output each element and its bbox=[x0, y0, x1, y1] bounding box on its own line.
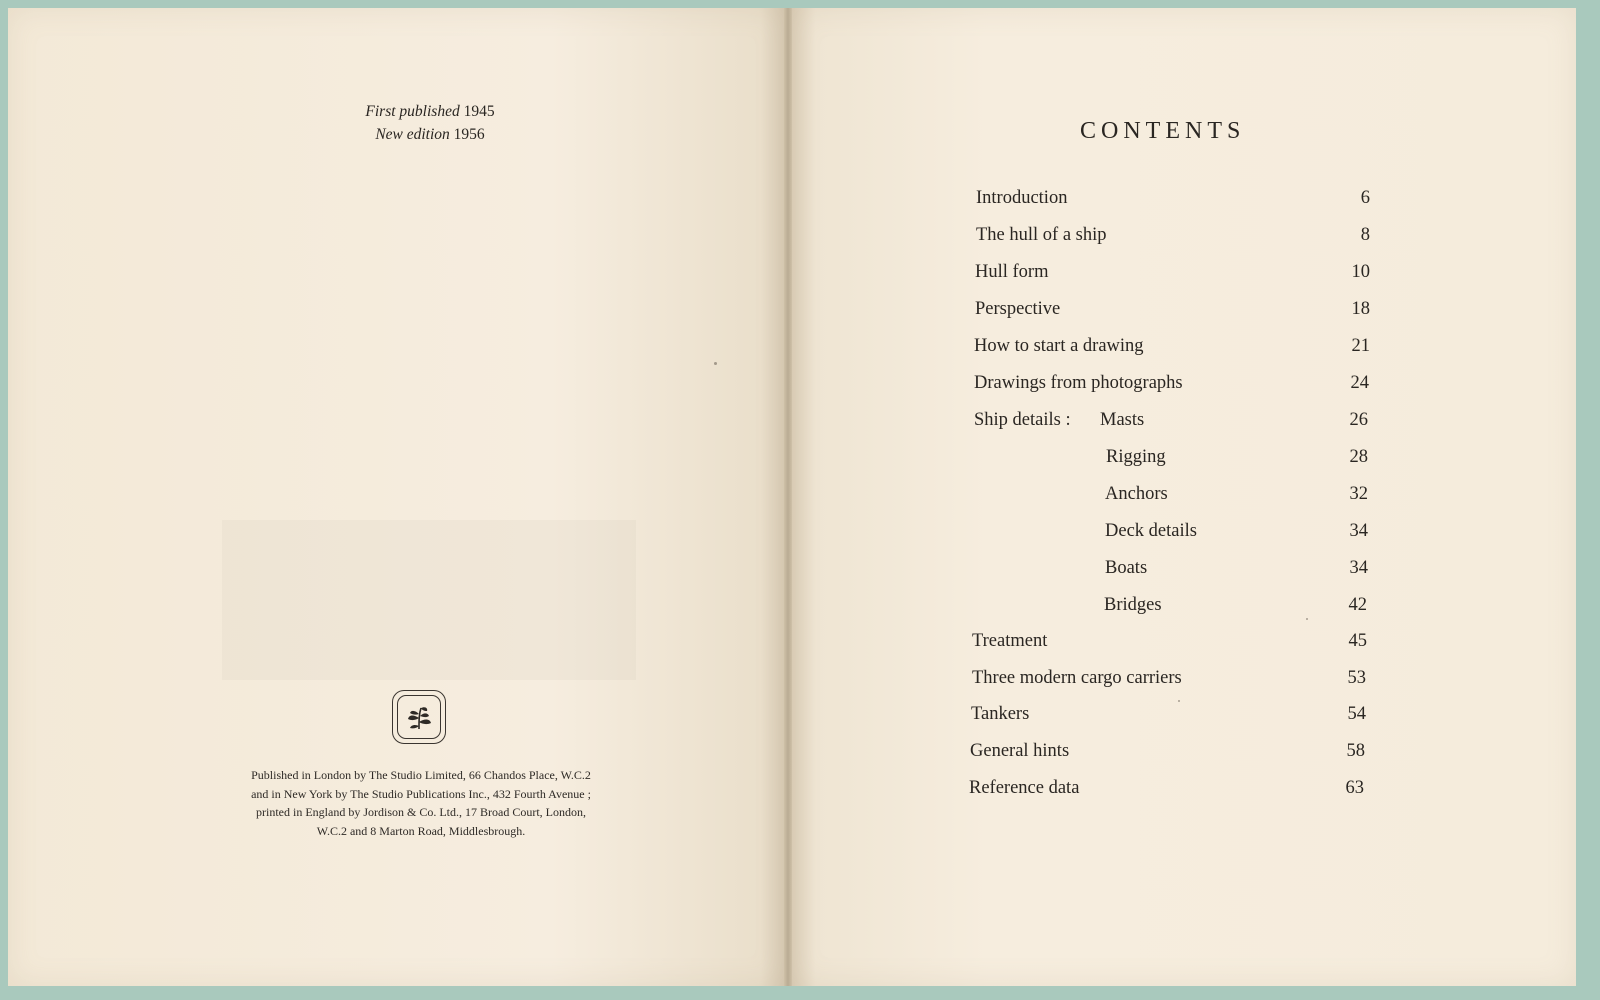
toc-subentry-label: Anchors bbox=[1105, 484, 1168, 504]
toc-subentry-label: Boats bbox=[1105, 558, 1148, 578]
toc-entry-page: 24 bbox=[1350, 373, 1369, 393]
toc-entry-page: 28 bbox=[1349, 447, 1368, 467]
toc-entry-page: 8 bbox=[1360, 225, 1370, 245]
toc-subentry-label: Masts bbox=[1100, 410, 1145, 430]
toc-entry-page: 63 bbox=[1345, 778, 1364, 798]
first-published-line bbox=[330, 100, 530, 123]
contents-heading: CONTENTS bbox=[1080, 118, 1246, 144]
imprint-line: printed in England by Jordison & Co. Ltd., 17 Broad Court, London, bbox=[256, 805, 586, 819]
new-edition-line bbox=[330, 123, 530, 146]
toc-entry-label: The hull of a ship bbox=[976, 225, 1107, 245]
new-edition-label: New edition bbox=[375, 126, 450, 143]
first-published-year: 1945 bbox=[463, 103, 495, 120]
toc-entry-label: Ship details : bbox=[974, 410, 1071, 430]
publisher-emblem-frame bbox=[397, 695, 441, 739]
toc-entry-label: Reference data bbox=[969, 778, 1080, 798]
toc-entry-page: 54 bbox=[1347, 704, 1366, 724]
toc-entry-page: 58 bbox=[1346, 741, 1365, 761]
imprint-line: and in New York by The Studio Publications Inc., 432 Fourth Avenue ; bbox=[251, 786, 591, 801]
paper-speck bbox=[1178, 700, 1180, 702]
toc-entry-label: Hull form bbox=[975, 262, 1049, 282]
toc-entry-label: Perspective bbox=[975, 299, 1061, 319]
publisher-emblem-icon bbox=[392, 690, 446, 744]
toc-entry-page: 32 bbox=[1349, 484, 1368, 504]
toc-entry-label: General hints bbox=[970, 741, 1070, 761]
paper-speck bbox=[1306, 618, 1308, 620]
toc-entry-page: 18 bbox=[1351, 299, 1370, 319]
toc-entry-page: 26 bbox=[1349, 410, 1368, 430]
toc-entry-page: 6 bbox=[1360, 188, 1370, 208]
toc-entry-page: 42 bbox=[1348, 595, 1367, 615]
new-edition-year: 1956 bbox=[453, 126, 485, 143]
show-through-block bbox=[222, 520, 636, 680]
toc-entry-page: 45 bbox=[1348, 631, 1367, 651]
book-gutter bbox=[784, 8, 792, 986]
toc-entry-label: Drawings from photographs bbox=[974, 373, 1183, 393]
toc-entry-label: Tankers bbox=[971, 704, 1030, 724]
toc-subentry-label: Bridges bbox=[1104, 595, 1162, 615]
publisher-imprint bbox=[196, 766, 646, 840]
toc-subentry-label: Rigging bbox=[1106, 447, 1166, 467]
right-page bbox=[792, 8, 1576, 986]
toc-entry-page: 34 bbox=[1349, 521, 1368, 541]
toc-entry-page: 10 bbox=[1351, 262, 1370, 282]
edition-info bbox=[330, 100, 530, 146]
imprint-line: W.C.2 and 8 Marton Road, Middlesbrough. bbox=[316, 823, 526, 838]
toc-entry-page: 53 bbox=[1347, 668, 1366, 688]
paper-speck bbox=[714, 362, 717, 365]
emblem-leaves-icon bbox=[403, 702, 435, 732]
toc-subentry-label: Deck details bbox=[1105, 521, 1197, 541]
first-published-label: First published bbox=[365, 103, 460, 120]
toc-entry-label: Three modern cargo carriers bbox=[972, 668, 1182, 688]
toc-entry-label: How to start a drawing bbox=[974, 336, 1144, 356]
imprint-line: Published in London by The Studio Limited, 66 Chandos Place, W.C.2 bbox=[251, 768, 591, 782]
toc-entry-label: Introduction bbox=[976, 188, 1068, 208]
toc-entry-page: 34 bbox=[1349, 558, 1368, 578]
toc-entry-page: 21 bbox=[1351, 336, 1370, 356]
toc-entry-label: Treatment bbox=[972, 631, 1048, 651]
